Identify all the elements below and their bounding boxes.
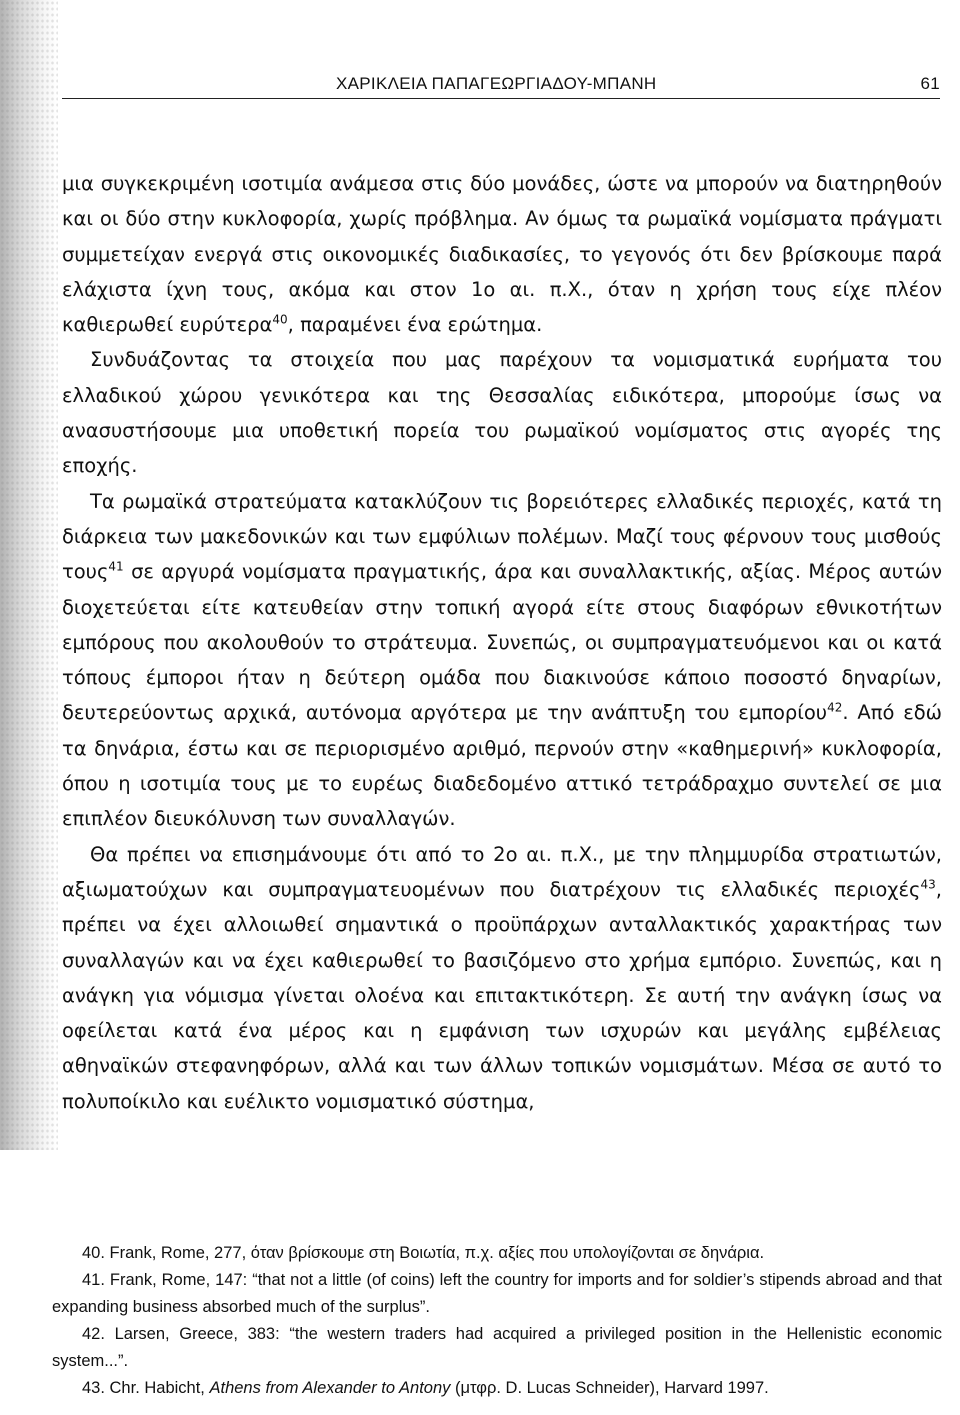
book-title: Athens from Alexander to Antony [209,1379,451,1397]
paragraph [62,166,942,342]
scan-shadow-edge [0,0,58,1150]
author-running-title: ΧΑΡΙΚΛΕΙΑ ΠΑΠΑΓΕΩΡΓΙΑΔΟΥ-ΜΠΑΝΗ [336,74,657,93]
text-run: μια συγκεκριμένη ισοτιμία ανάμεσα στις δύο μονάδες, ώστε να μπορούν να διατηρηθούν και οι δύο στην κυκλοφορία, χωρίς πρόβλημα. Αν όμως τα ρωμαϊκά νομίσματα πράγματι συμμετείχαν ενεργά στις οικονομικές διαδικασίες, το γεγονός ότι δεν βρίσκουμε παρά ελάχιστα ίχνη τους, ακόμα και στον 1ο αι. π.Χ., όταν η χρήση τους είχε πλέον καθιερωθεί ευρύτερα [62,172,942,337]
text-run: (μτφρ. D. Lucas Schneider), Harvard 1997. [450,1379,769,1397]
text-run: 43. Chr. Habicht, [82,1379,210,1397]
text-run: Θα πρέπει να επισημάνουμε ότι από το 2ο αι. π.Χ., με την πλημμυρίδα στρατιωτών, αξιωματούχων και συμπραγματευομένων που διατρέχουν τις ελλαδικές περιοχές [62,842,942,901]
footnote-ref: 40 [272,312,288,327]
paragraph [62,484,942,837]
body-text [62,166,942,1119]
text-run: Συνδυάζοντας τα στοιχεία που μας παρέχουν τα νομισματικά ευρήματα του ελλαδικού χώρου γενικότερα και της Θεσσαλίας ειδικότερα, μπορούμε ίσως να ανασυστήσουμε μια υποθετική πορεία του ρωμαϊκού νομίσματος στις αγορές της εποχής. [62,348,942,478]
footnote [52,1321,942,1375]
footnote [52,1267,942,1321]
footnote [52,1375,942,1402]
text-run: 40. Frank, Rome, 277, όταν βρίσκουμε στη Βοιωτία, π.χ. αξίες που υπολογίζονται σε δηνάρια. [82,1244,765,1262]
footnote-ref: 43 [920,877,936,892]
paragraph [62,342,942,483]
footnote-ref: 42 [827,700,843,715]
footnote-ref: 41 [108,559,124,574]
text-run: Τα ρωμαϊκά στρατεύματα κατακλύζουν τις βορειότερες ελλαδικές περιοχές, κατά τη διάρκεια των μακεδονικών και των εμφύλιων πολέμων. Μαζί τους φέρνουν τους μισθούς τους [62,489,942,584]
text-run: , παραμένει ένα ερώτημα. [287,313,543,337]
footnotes [52,1240,942,1402]
paragraph [62,837,942,1119]
text-run: 41. Frank, Rome, 147: “that not a little (of coins) left the country for imports and for soldier’s stipends abroad and that expanding business absorbed much of the surplus”. [52,1271,942,1316]
footnote [52,1240,942,1267]
running-header [62,72,940,99]
text-run: σε αργυρά νομίσματα πραγματικής, άρα και συναλλακτικής, αξίας. Μέρος αυτών διοχετεύεται είτε κατευθείαν στην τοπική αγορά είτε στους διαφόρων εθνικοτήτων εμπόρους που ακολουθούν το στράτευμα. Συνεπώς, οι συμπραγματευόμενοι και οι κατά τόπους έμποροι ήταν η δεύτερη ομάδα που διακινούσε κάποιο ποσοστό δηναρίων, δευτερεύοντως αρχικά, αυτόνομα αργότερα με την ανάπτυξη του εμπορίου [62,560,942,725]
text-run: . Από εδώ τα δηνάρια, έστω και σε περιορισμένο αριθμό, περνούν στην «καθημερινή» κυκλοφορία, όπου η ισοτιμία τους με το ευρέως διαδεδομένο αττικό τετράδραχμο συντελεί σε μια επιπλέον διευκόλυνση των συναλλαγών. [62,701,943,831]
text-run: 42. Larsen, Greece, 383: “the western traders had acquired a privileged position in the Hellenistic economic system...”. [52,1325,942,1370]
text-run: , πρέπει να έχει αλλοιωθεί σημαντικά ο προϋπάρχων ανταλλακτικός χαρακτήρας των συναλλαγών και να έχει καθιερωθεί το βασιζόμενο στο χρήμα εμπόριο. Συνεπώς, και η ανάγκη για νόμισμα γίνεται ολοένα και επιτακτικότερη. Σε αυτή την ανάγκη ίσως να οφείλεται κατά ένα μέρος και η εμφάνιση των ισχυρών και μεγάλης εμβέλειας αθηναϊκών στεφανηφόρων, αλλά και των άλλων τοπικών νομισμάτων. Μέσα σε αυτό το πολυποίκιλο και ευέλικτο νομισματικό σύστημα, [62,877,942,1113]
page-number: 61 [920,74,940,93]
